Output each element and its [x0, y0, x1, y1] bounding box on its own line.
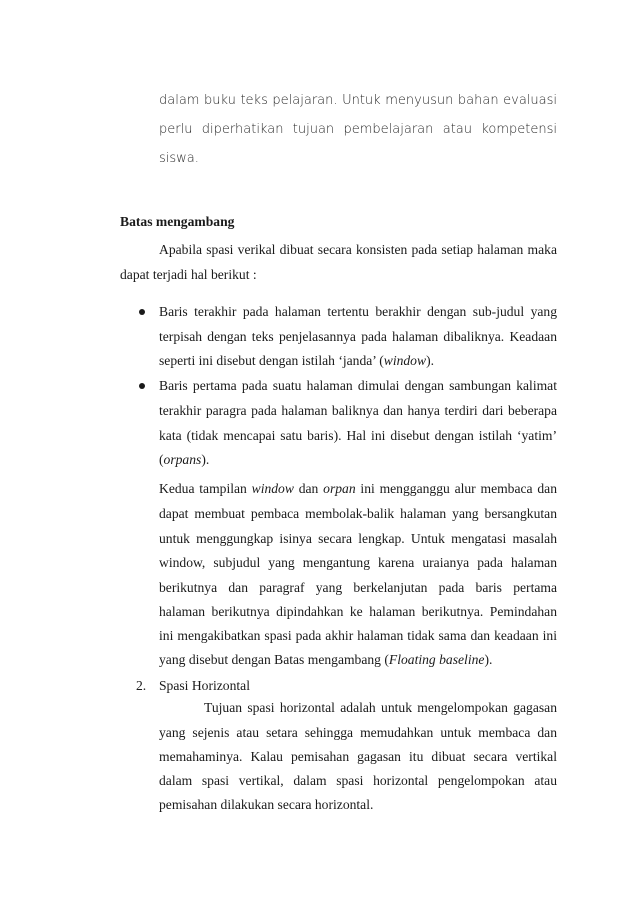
subsection-title: Spasi Horizontal: [159, 678, 250, 693]
bullet-icon: [139, 383, 145, 389]
list-number: 2.: [136, 678, 147, 693]
followup-line: untuk menggungkap isinya secara lengkap. Untuk mengatasi masalah: [159, 531, 557, 546]
subsection-line: memahaminya. Kalau pemisahan gagasan itu dibuat secara vertikal: [159, 749, 557, 764]
intro-line: dapat terjadi hal berikut :: [120, 267, 257, 282]
followup-line: halaman berikutnya dipindahkan ke halaman berikutnya. Pemindahan: [159, 604, 557, 619]
bullet-line: kata (tidak mencapai satu baris). Hal ini disebut dengan istilah ‘yatim’: [159, 428, 557, 443]
subsection-line: dalam spasi vertikal, dalam spasi horizontal pengelompokan atau: [159, 773, 557, 788]
bullet-line: Baris terakhir pada halaman tertentu berakhir dengan sub-judul yang: [159, 304, 557, 319]
paragraph-line: perlu diperhatikan tujuan pembelajaran atau kompetensi: [159, 122, 557, 137]
bullet-icon: [139, 309, 145, 315]
paragraph-line: dalam buku teks pelajaran. Untuk menyusun bahan evaluasi: [159, 93, 557, 108]
followup-line: window, subjudul yang mengantung karena uraianya pada halaman: [159, 555, 557, 570]
followup-line: berikutnya dan paragraf yang berkelanjutan pada baris pertama: [159, 580, 557, 595]
bullet-line: terakhir paragra pada halaman baliknya dan hanya terdiri dari beberapa: [159, 403, 557, 418]
bullet-line: terpisah dengan teks penjelasannya pada halaman dibaliknya. Keadaan: [159, 329, 557, 344]
paragraph-line: siswa.: [159, 151, 199, 166]
followup-line: yang disebut dengan Batas mengambang (Floating baseline).: [159, 652, 493, 667]
bullet-line: (orpans).: [159, 452, 210, 467]
subsection-line: pemisahan dilakukan secara horizontal.: [159, 797, 374, 812]
followup-line: Kedua tampilan window dan orpan ini mengganggu alur membaca dan: [159, 481, 557, 496]
intro-line: Apabila spasi verikal dibuat secara konsisten pada setiap halaman maka: [159, 242, 557, 257]
bullet-line: seperti ini disebut dengan istilah ‘janda’ (window).: [159, 353, 434, 368]
bullet-line: Baris pertama pada suatu halaman dimulai dengan sambungan kalimat: [159, 378, 557, 393]
followup-line: dapat membuat pembaca membolak-balik halaman yang bersangkutan: [159, 506, 557, 521]
followup-line: ini mengakibatkan spasi pada akhir halaman tidak sama dan keadaan ini: [159, 628, 557, 643]
subsection-line: yang sejenis atau setara sehingga memudahkan untuk membaca dan: [159, 725, 557, 740]
subsection-line: Tujuan spasi horizontal adalah untuk mengelompokan gagasan: [204, 700, 557, 715]
section-heading: Batas mengambang: [120, 214, 235, 229]
